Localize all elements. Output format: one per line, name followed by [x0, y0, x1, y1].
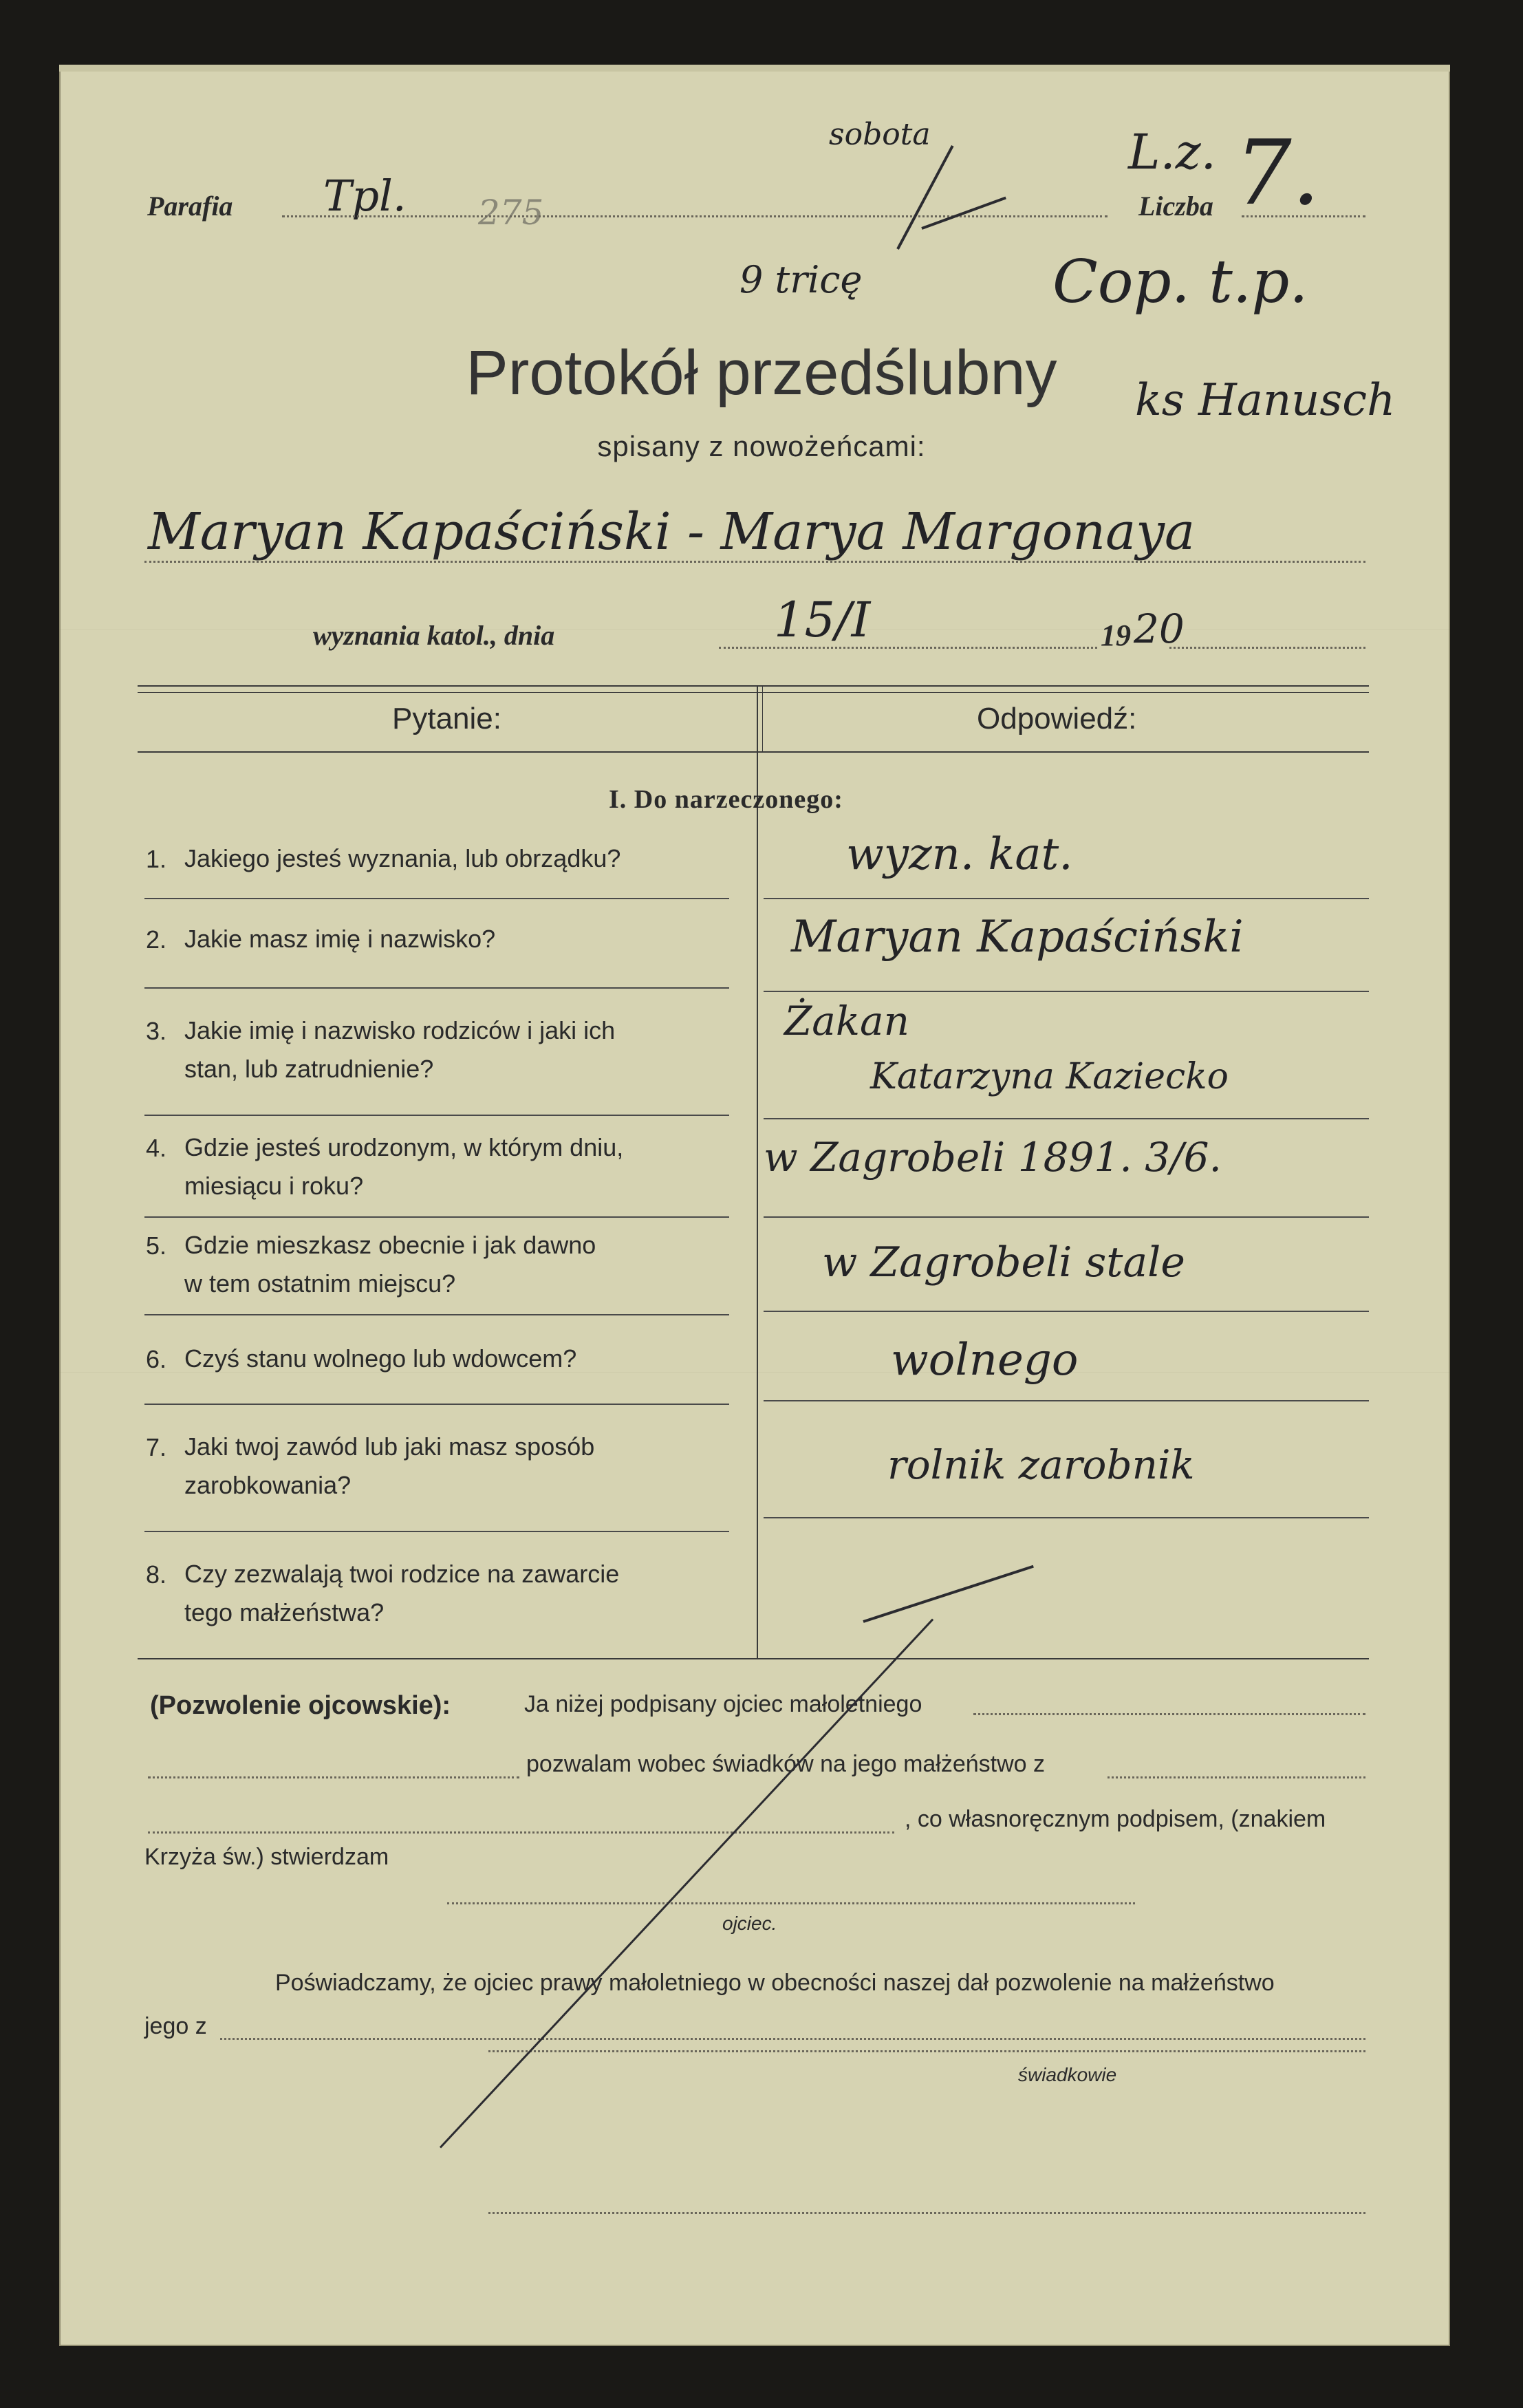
answer-text: rolnik zarobnik [887, 1441, 1195, 1488]
answer-text: Maryan Kapaściński [791, 912, 1244, 963]
sobota-note: sobota [829, 117, 931, 152]
question-text: Czy zezwalają twoi rodzice na zawarcie [184, 1560, 620, 1588]
page-title: Protokół przedślubny [466, 338, 1057, 408]
liczba-value: 7. [1235, 120, 1321, 225]
parafia-dotted-line [282, 215, 1108, 217]
witness-dotted-line [488, 2212, 1365, 2214]
attest-text: Poświadczamy, że ojciec prawy małoletniego w obecności naszej dał pozwolenie na małżeństwo [275, 1970, 1275, 1996]
liczba-dotted-line [1242, 215, 1365, 217]
question-number: 3. [146, 1017, 167, 1045]
answer-text: wyzn. kat. [846, 829, 1073, 880]
permission-dotted-line [447, 1902, 1135, 1904]
page-top-edge [59, 65, 1450, 72]
row-separator [764, 1311, 1369, 1312]
row-separator [144, 1314, 729, 1315]
attest-dotted-line [220, 2038, 1365, 2040]
row-separator [144, 1216, 729, 1218]
permission-dotted-line [973, 1713, 1365, 1715]
answer-text: w Zagrobeli stale [822, 1238, 1185, 1287]
permission-dotted-line [1108, 1776, 1365, 1778]
liczba-label: Liczba [1138, 191, 1213, 222]
table-top-rule [138, 685, 1369, 687]
permission-line3: , co własnoręcznym podpisem, (znakiem [905, 1806, 1326, 1832]
row-separator [764, 1400, 1369, 1401]
permission-dotted-line [148, 1776, 519, 1778]
question-number: 4. [146, 1134, 167, 1162]
permission-line2: pozwalam wobec świadków na jego małżeństwo z [526, 1751, 1046, 1777]
answer-text: Żakan [784, 998, 909, 1044]
question-text: Jakiego jesteś wyznania, lub obrządku? [184, 844, 621, 872]
question-number: 6. [146, 1345, 167, 1373]
question-number: 8. [146, 1560, 167, 1589]
witnesses-label: świadkowie [1018, 2064, 1117, 2085]
permission-dotted-line [148, 1831, 894, 1834]
question-number: 7. [146, 1433, 167, 1461]
parafia-label: Parafia [147, 191, 233, 222]
question-number: 5. [146, 1232, 167, 1260]
question-text-cont: stan, lub zatrudnienie? [184, 1055, 434, 1083]
question-text-cont: zarobkowania? [184, 1471, 352, 1499]
names-dotted-line [144, 561, 1365, 563]
question-text: Gdzie jesteś urodzonym, w którym dniu, [184, 1133, 624, 1161]
row-separator [764, 1118, 1369, 1119]
column-header-answer: Odpowiedź: [977, 702, 1137, 735]
question-text-cont: w tem ostatnim miejscu? [184, 1269, 456, 1298]
priest-signature: ks Hanusch [1135, 375, 1396, 426]
question-text-cont: miesiącu i roku? [184, 1172, 364, 1200]
table-top-rule-2 [138, 692, 1369, 693]
row-separator [764, 898, 1369, 899]
permission-line4: Krzyża św.) stwierdzam [144, 1844, 389, 1870]
year-value: 20 [1134, 605, 1185, 652]
date-value: 15/I [774, 592, 871, 648]
answer-text: wolnego [891, 1335, 1079, 1386]
answer-text: w Zagrobeli 1891. 3/6. [764, 1134, 1222, 1181]
row-separator [144, 898, 729, 899]
column-divider [757, 685, 758, 1659]
row-separator [764, 991, 1369, 992]
bleed-through-line [59, 629, 1450, 630]
answer-text-2: Katarzyna Kaziecko [870, 1056, 1229, 1097]
year-prefix: 19 [1101, 619, 1131, 652]
witness-dotted-line [488, 2050, 1365, 2052]
glory-note: 9 tricę [739, 258, 863, 301]
question-text: Jakie imię i nazwisko rodziców i jaki ich [184, 1016, 616, 1044]
subtitle: spisany z nowożeńcami: [597, 430, 926, 462]
question-text: Czyś stanu wolnego lub wdowcem? [184, 1344, 577, 1373]
row-separator [764, 1517, 1369, 1518]
row-separator [144, 987, 729, 989]
question-number: 1. [146, 845, 167, 873]
lz-note: L.z. [1128, 124, 1216, 180]
row-separator [764, 1216, 1369, 1218]
question-text: Jakie masz imię i nazwisko? [184, 925, 496, 953]
question-text: Jaki twoj zawód lub jaki masz sposób [184, 1432, 595, 1461]
section-title: I. Do narzeczonego: [609, 785, 843, 814]
table-bottom-rule [138, 1658, 1369, 1659]
question-text: Gdzie mieszkasz obecnie i jak dawno [184, 1231, 596, 1259]
date-dotted-line [719, 647, 1097, 649]
ojciec-label: ojciec. [722, 1913, 777, 1934]
year-dotted-line [1169, 647, 1365, 649]
question-text-cont: tego małżeństwa? [184, 1598, 385, 1626]
permission-line1: Ja niżej podpisany ojciec małoletniego [524, 1691, 922, 1717]
column-divider-2 [762, 685, 763, 753]
confession-label: wyznania katol., dnia [313, 620, 555, 651]
column-header-question: Pytanie: [392, 702, 501, 735]
jego-z-label: jego z [144, 2013, 207, 2039]
cop-note: Cop. t.p. [1052, 248, 1308, 316]
permission-label: (Pozwolenie ojcowskie): [150, 1691, 451, 1720]
row-separator [144, 1404, 729, 1405]
row-separator [144, 1115, 729, 1116]
row-separator [144, 1531, 729, 1532]
parafia-value: Tpl. [323, 171, 407, 221]
pencil-number: 275 [478, 193, 544, 233]
question-number: 2. [146, 925, 167, 954]
couple-names: Maryan Kapaściński - Marya Margonaya [148, 502, 1196, 561]
header-bottom-rule [138, 751, 1369, 753]
